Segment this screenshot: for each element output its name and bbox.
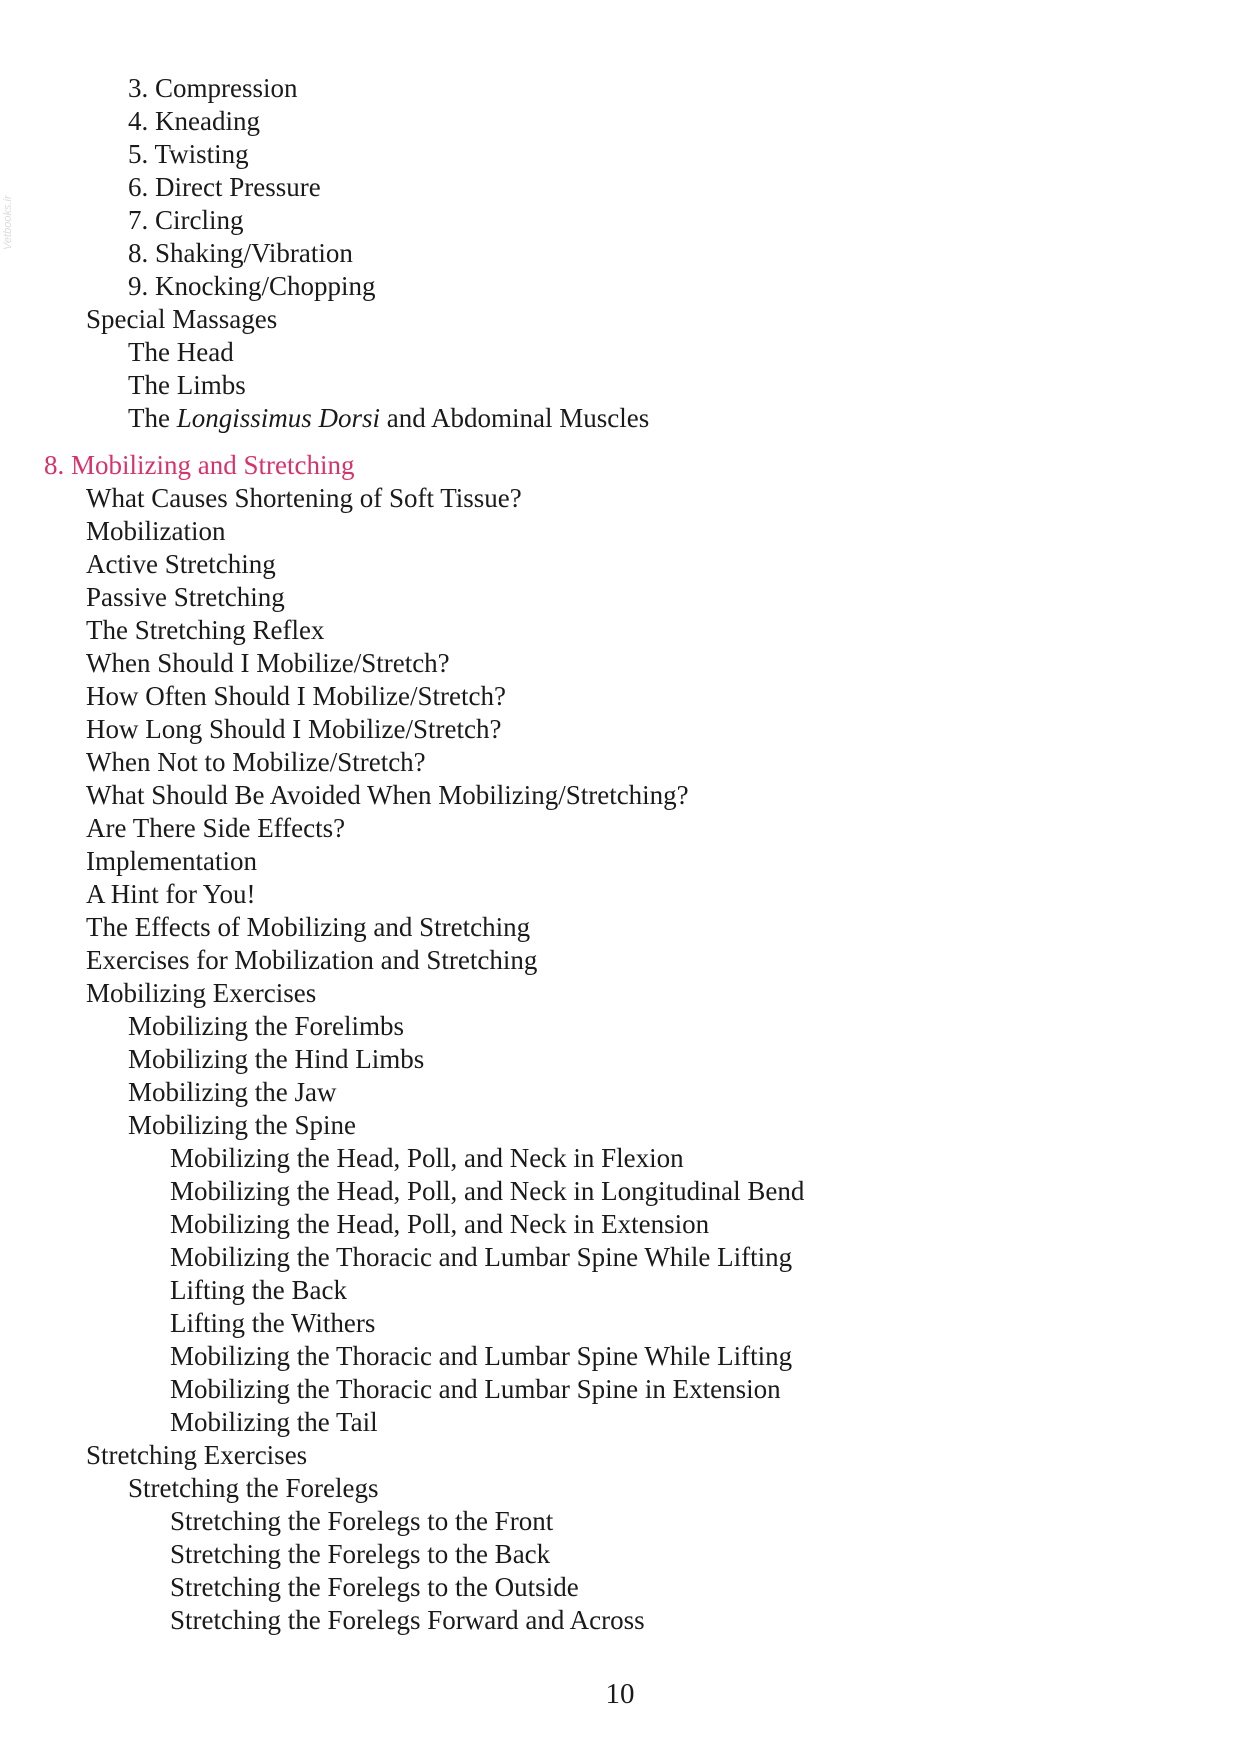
toc-entry: 8. Shaking/Vibration (128, 238, 353, 268)
toc-entry: Stretching the Forelegs (128, 1473, 379, 1503)
toc-subheading: Stretching Exercises (86, 1440, 308, 1470)
toc-entry: 6. Direct Pressure (128, 172, 321, 202)
toc-entry: The Head (128, 337, 234, 367)
toc-subentry: Stretching the Forelegs Forward and Across (170, 1605, 645, 1635)
toc-entry: 5. Twisting (128, 139, 249, 169)
toc-topic: What Should Be Avoided When Mobilizing/Stretching? (86, 780, 689, 810)
toc-subentry: Lifting the Withers (170, 1308, 376, 1338)
toc-subentry: Stretching the Forelegs to the Back (170, 1539, 551, 1569)
chapter-heading: 8. Mobilizing and Stretching (44, 450, 355, 480)
toc-entry: 7. Circling (128, 205, 244, 235)
toc-topic: How Long Should I Mobilize/Stretch? (86, 714, 502, 744)
toc-entry-longissimus (0, 402, 1240, 435)
toc-subentry: Mobilizing the Tail (170, 1407, 378, 1437)
toc-topic: Implementation (86, 846, 257, 876)
toc-entry: 9. Knocking/Chopping (128, 271, 376, 301)
toc-topic: The Effects of Mobilizing and Stretching (86, 912, 531, 942)
entry-suffix: and Abdominal Muscles (380, 403, 650, 433)
page-number: 10 (605, 1678, 635, 1710)
watermark-text: Vetbooks.ir (2, 195, 14, 250)
toc-subentry: Mobilizing the Thoracic and Lumbar Spine While Lifting (170, 1341, 793, 1371)
toc-topic: How Often Should I Mobilize/Stretch? (86, 681, 506, 711)
toc-topic: Mobilization (86, 516, 226, 546)
toc-entry: Mobilizing the Spine (128, 1110, 356, 1140)
table-of-contents (0, 72, 1240, 1637)
toc-topic: When Should I Mobilize/Stretch? (86, 648, 450, 678)
entry-italic-term: Longissimus Dorsi (176, 403, 381, 433)
toc-subentry: Mobilizing the Thoracic and Lumbar Spine in Extension (170, 1374, 781, 1404)
entry-prefix: The (128, 403, 177, 433)
toc-entry: 4. Kneading (128, 106, 260, 136)
toc-topic: Are There Side Effects? (86, 813, 346, 843)
toc-topic: A Hint for You! (86, 879, 256, 909)
toc-subentry: Stretching the Forelegs to the Outside (170, 1572, 579, 1602)
toc-subentry: Mobilizing the Head, Poll, and Neck in Flexion (170, 1143, 684, 1173)
toc-entry: Mobilizing the Jaw (128, 1077, 337, 1107)
toc-topic: Passive Stretching (86, 582, 285, 612)
toc-subentry: Mobilizing the Head, Poll, and Neck in Longitudinal Bend (170, 1176, 805, 1206)
toc-entry: The Limbs (128, 370, 246, 400)
toc-subentry: Lifting the Back (170, 1275, 347, 1305)
toc-entry: Mobilizing the Hind Limbs (128, 1044, 425, 1074)
toc-subheading: Special Massages (86, 304, 278, 334)
toc-subentry: Mobilizing the Thoracic and Lumbar Spine While Lifting (170, 1242, 793, 1272)
toc-topic: What Causes Shortening of Soft Tissue? (86, 483, 522, 513)
toc-topic: Active Stretching (86, 549, 276, 579)
toc-topic: Exercises for Mobilization and Stretching (86, 945, 538, 975)
toc-entry: Mobilizing the Forelimbs (128, 1011, 404, 1041)
toc-topic: The Stretching Reflex (86, 615, 325, 645)
toc-topic: When Not to Mobilize/Stretch? (86, 747, 426, 777)
toc-subentry: Stretching the Forelegs to the Front (170, 1506, 554, 1536)
toc-subheading: Mobilizing Exercises (86, 978, 317, 1008)
toc-subentry: Mobilizing the Head, Poll, and Neck in Extension (170, 1209, 710, 1239)
toc-entry: 3. Compression (128, 73, 298, 103)
